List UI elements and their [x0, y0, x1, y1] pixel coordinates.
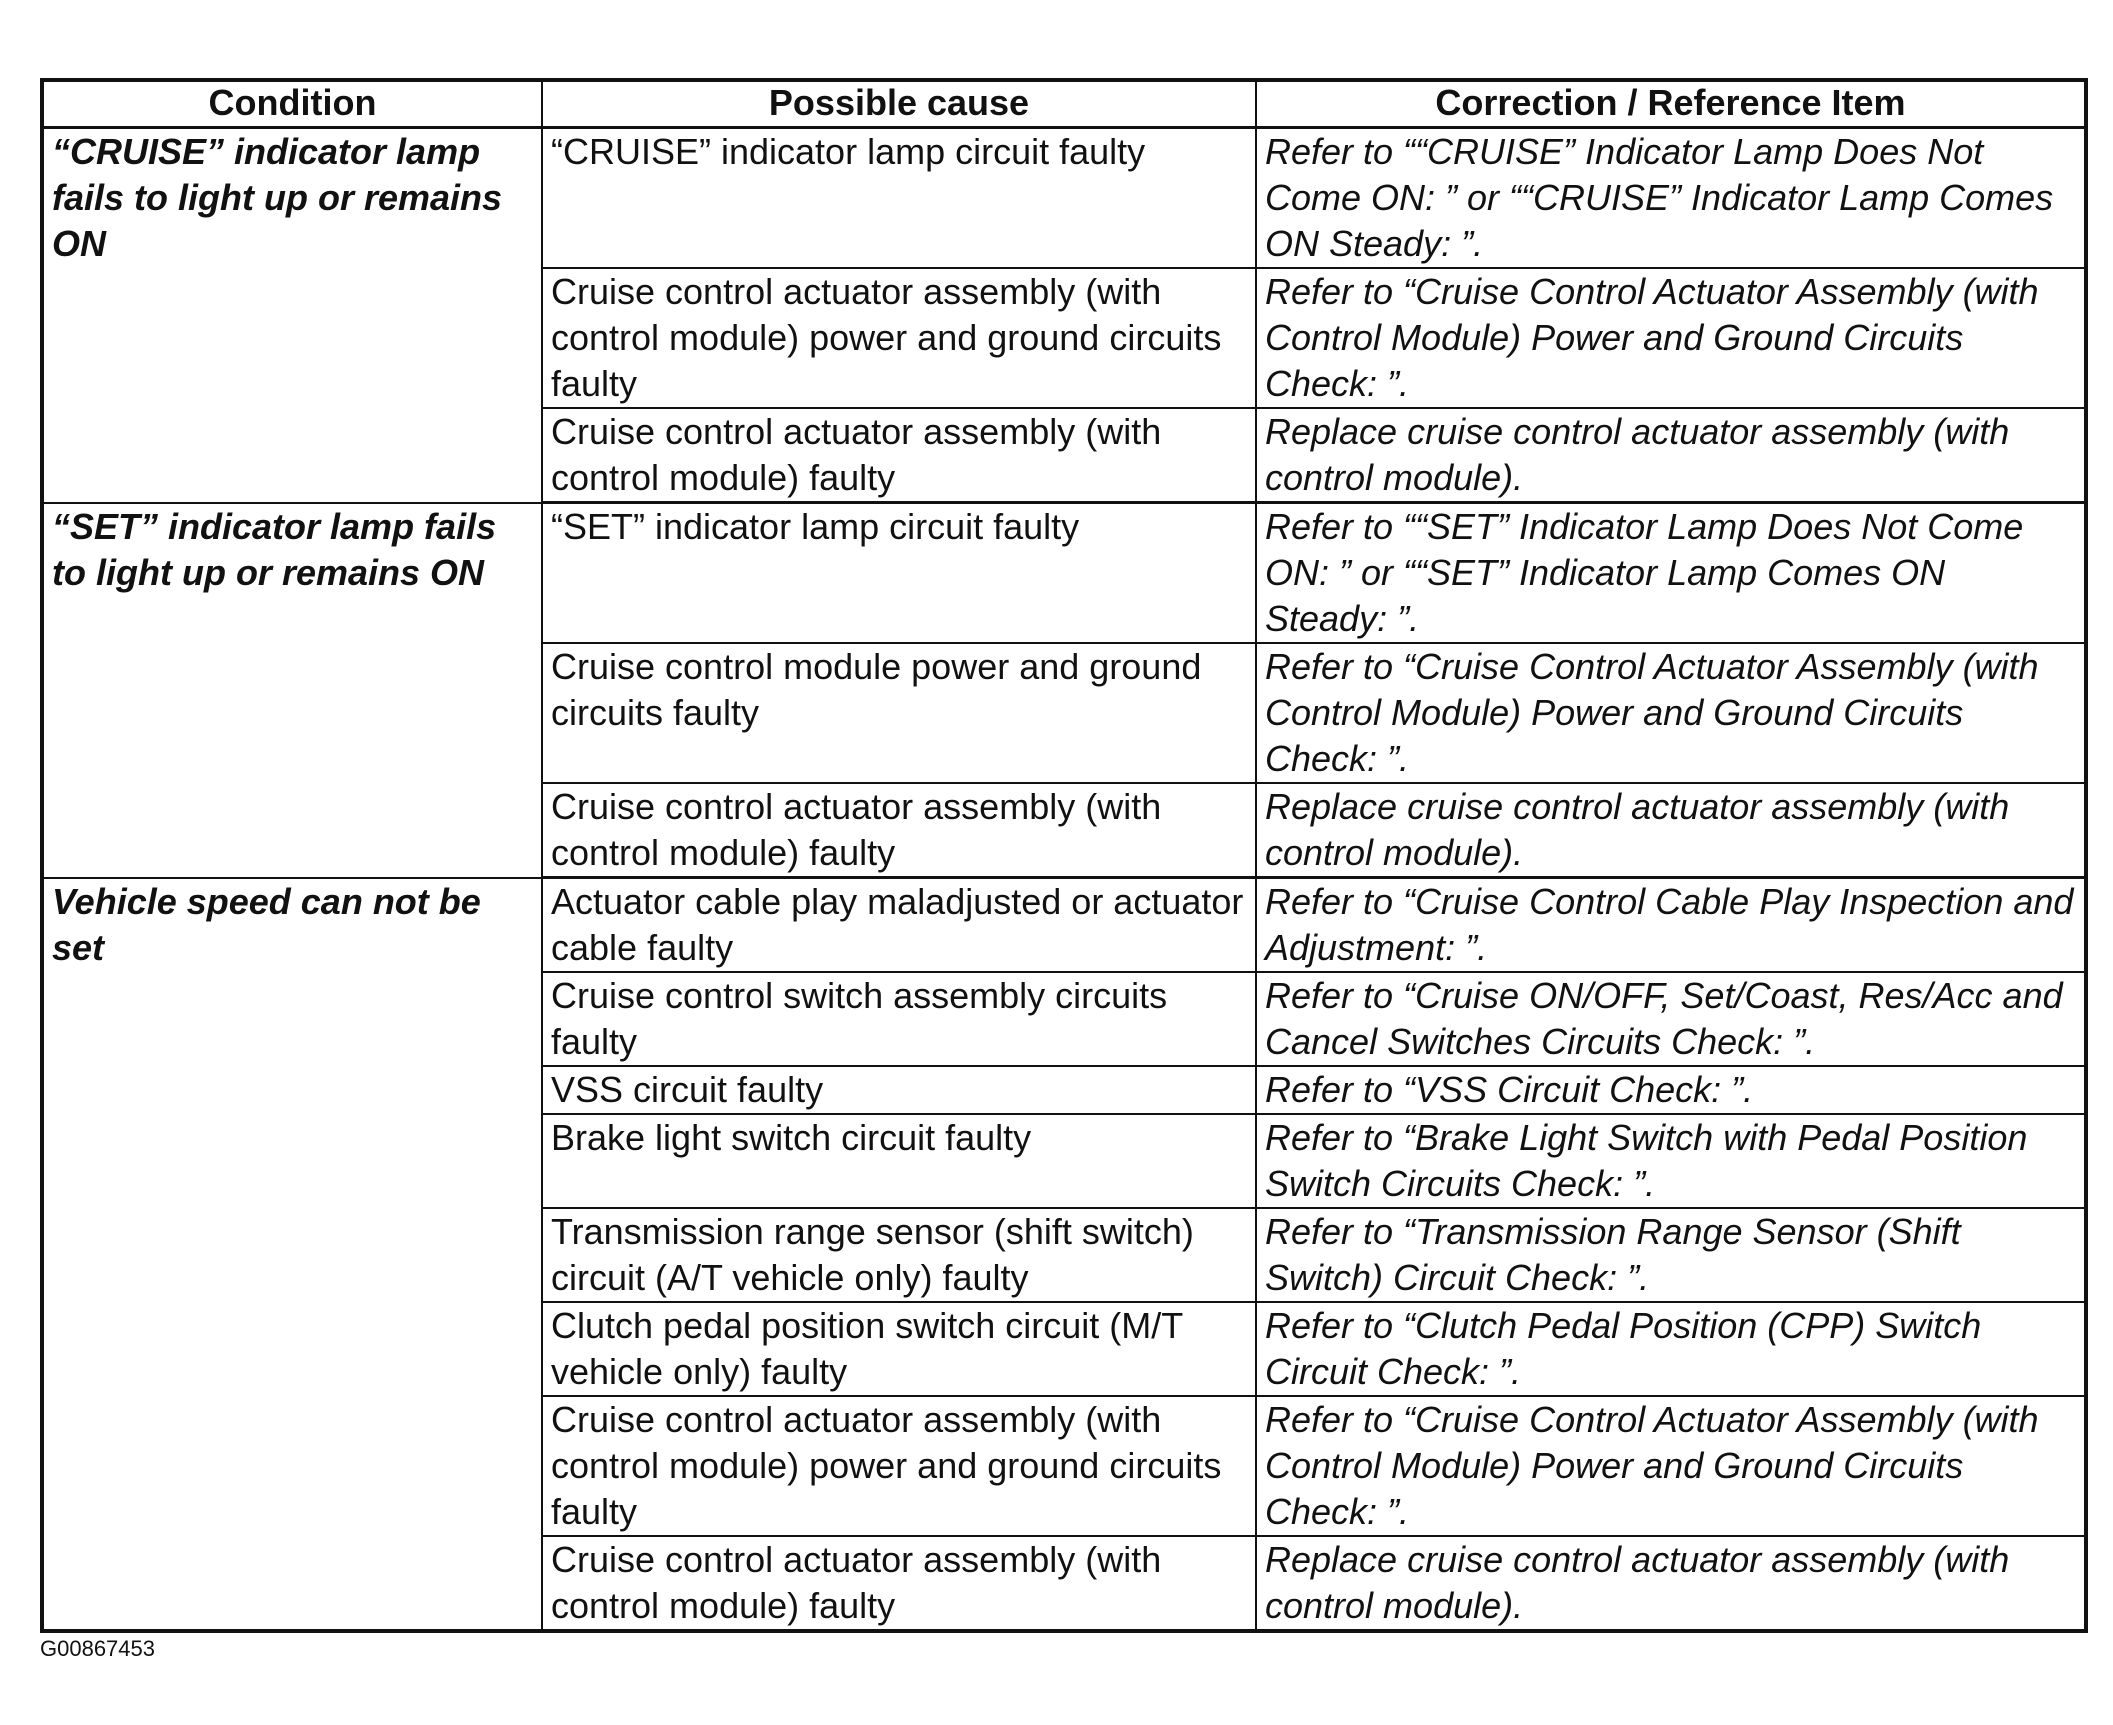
correction-cell: Refer to “Brake Light Switch with Pedal Position Switch Circuits Check: ”. [1256, 1114, 2086, 1208]
condition-cell: “CRUISE” indicator lamp fails to light up or remains ON [42, 128, 542, 503]
cause-cell: Cruise control actuator assembly (with control module) power and ground circuits faulty [542, 1396, 1256, 1536]
condition-cell: “SET” indicator lamp fails to light up or remains ON [42, 503, 542, 878]
correction-cell: Refer to “VSS Circuit Check: ”. [1256, 1066, 2086, 1114]
header-correction: Correction / Reference Item [1256, 80, 2086, 128]
header-row [42, 80, 2086, 128]
correction-cell: Refer to “Cruise ON/OFF, Set/Coast, Res/Acc and Cancel Switches Circuits Check: ”. [1256, 972, 2086, 1066]
header-possible-cause: Possible cause [542, 80, 1256, 128]
correction-cell: Refer to “Cruise Control Actuator Assembly (with Control Module) Power and Ground Circuits Check: ”. [1256, 268, 2086, 408]
cause-cell: Cruise control switch assembly circuits faulty [542, 972, 1256, 1066]
diagnosis-table [40, 78, 2088, 1633]
cause-cell: VSS circuit faulty [542, 1066, 1256, 1114]
correction-cell: Refer to ““SET” Indicator Lamp Does Not Come ON: ” or ““SET” Indicator Lamp Comes ON Steady: ”. [1256, 503, 2086, 644]
cause-cell: Cruise control module power and ground circuits faulty [542, 643, 1256, 783]
troubleshooting-sheet [40, 78, 2084, 1633]
cause-cell: Brake light switch circuit faulty [542, 1114, 1256, 1208]
correction-cell: Refer to “Clutch Pedal Position (CPP) Switch Circuit Check: ”. [1256, 1302, 2086, 1396]
condition-cell: Vehicle speed can not be set [42, 878, 542, 1632]
table-row [42, 503, 2086, 644]
cause-cell: Cruise control actuator assembly (with control module) faulty [542, 783, 1256, 878]
correction-cell: Replace cruise control actuator assembly (with control module). [1256, 1536, 2086, 1631]
correction-cell: Refer to “Cruise Control Cable Play Inspection and Adjustment: ”. [1256, 878, 2086, 973]
cause-cell: Clutch pedal position switch circuit (M/T vehicle only) faulty [542, 1302, 1256, 1396]
correction-cell: Replace cruise control actuator assembly (with control module). [1256, 783, 2086, 878]
table-row [42, 878, 2086, 973]
correction-cell: Refer to “Cruise Control Actuator Assembly (with Control Module) Power and Ground Circuits Check: ”. [1256, 643, 2086, 783]
cause-cell: Cruise control actuator assembly (with control module) faulty [542, 1536, 1256, 1631]
cause-cell: “CRUISE” indicator lamp circuit faulty [542, 128, 1256, 269]
correction-cell: Replace cruise control actuator assembly (with control module). [1256, 408, 2086, 503]
cause-cell: Cruise control actuator assembly (with control module) power and ground circuits faulty [542, 268, 1256, 408]
cause-cell: Actuator cable play maladjusted or actuator cable faulty [542, 878, 1256, 973]
correction-cell: Refer to “Transmission Range Sensor (Shift Switch) Circuit Check: ”. [1256, 1208, 2086, 1302]
header-condition: Condition [42, 80, 542, 128]
cause-cell: Cruise control actuator assembly (with control module) faulty [542, 408, 1256, 503]
cause-cell: “SET” indicator lamp circuit faulty [542, 503, 1256, 644]
figure-id: G00867453 [40, 1636, 155, 1661]
table-row [42, 128, 2086, 269]
correction-cell: Refer to ““CRUISE” Indicator Lamp Does Not Come ON: ” or ““CRUISE” Indicator Lamp Comes ON Steady: ”. [1256, 128, 2086, 269]
correction-cell: Refer to “Cruise Control Actuator Assembly (with Control Module) Power and Ground Circuits Check: ”. [1256, 1396, 2086, 1536]
cause-cell: Transmission range sensor (shift switch) circuit (A/T vehicle only) faulty [542, 1208, 1256, 1302]
